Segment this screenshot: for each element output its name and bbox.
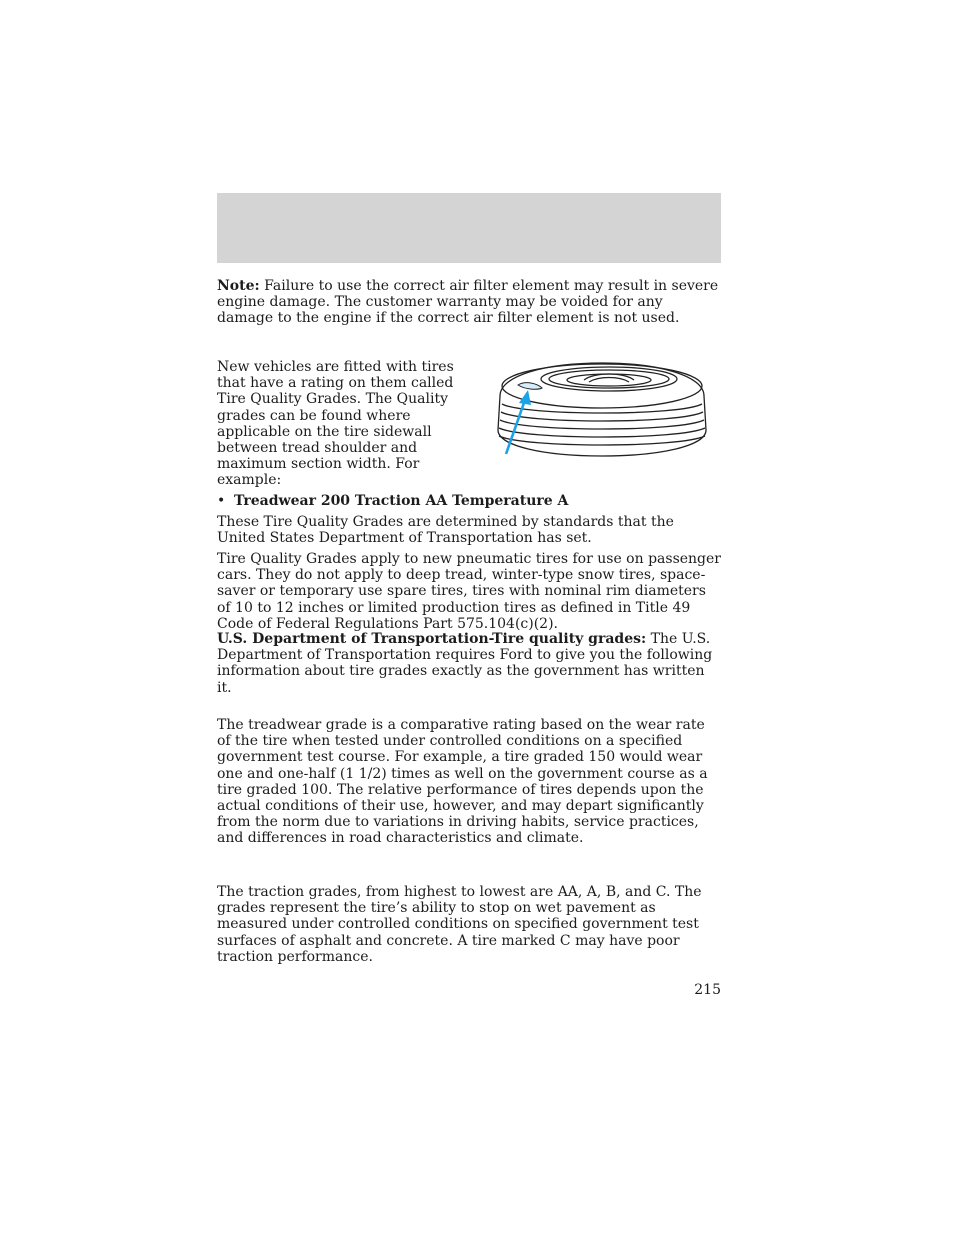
section-header-band — [217, 193, 721, 263]
note-paragraph — [217, 278, 721, 327]
paragraph-dot-grades — [217, 631, 721, 696]
paragraph-standards — [217, 514, 721, 546]
bullet-marker: • — [217, 493, 226, 509]
paragraph-standards-text: These Tire Quality Grades are determined by standards that the United States Department of Transportation has set. — [217, 514, 674, 547]
intro-text: New vehicles are fitted with tires that have a rating on them called Tire Quality Grades. The Quality grades can be found where applicable on the tire sidewall between tread shoulder and maximum section width. For example: — [217, 359, 454, 489]
paragraph-traction — [217, 884, 721, 965]
tire-sidewall-icon — [494, 358, 710, 458]
paragraph-treadwear — [217, 717, 721, 847]
bullet-item — [217, 493, 568, 509]
note-text: Failure to use the correct air filter element may result in severe engine damage. The customer warranty may be voided for any damage to the engine if the correct air filter element is not used. — [217, 278, 719, 327]
note-label: Note: — [217, 278, 260, 294]
paragraph-traction-text: The traction grades, from highest to lowest are AA, A, B, and C. The grades represent the tire’s ability to stop on wet pavement as measured under controlled conditions on specified government test surfaces of asphalt and concrete. A tire marked C may have poor traction performance. — [217, 884, 702, 965]
page-number: 215 — [694, 982, 721, 998]
intro-paragraph — [217, 359, 457, 489]
bullet-text: Treadwear 200 Traction AA Temperature A — [234, 493, 569, 509]
paragraph-applicability — [217, 551, 721, 632]
paragraph-treadwear-text: The treadwear grade is a comparative rating based on the wear rate of the tire when tested under controlled conditions on a specified government test course. For example, a tire graded 150 would wear one and one-half (1 1/2) times as well on the government course as a tire graded 100. The relative performance of tires depends upon the actual conditions of their use, however, and may depart significantly from the norm due to variations in driving habits, service practices, and differences in road characteristics and climate. — [217, 717, 708, 847]
paragraph-applicability-text: Tire Quality Grades apply to new pneumatic tires for use on passenger cars. They do not apply to deep tread, winter-type snow tires, space-saver or temporary use spare tires, tires with nominal rim diameters of 10 to 12 inches or limited production tires as defined in Title 49 Code of Federal Regulations Part 575.104(c)(2). — [217, 551, 721, 632]
dot-grades-text: The U.S. Department of Transportation requires Ford to give you the following information about tire grades exactly as the government has written it. — [217, 631, 713, 696]
dot-grades-label: U.S. Department of Transportation-Tire quality grades: — [217, 631, 647, 647]
